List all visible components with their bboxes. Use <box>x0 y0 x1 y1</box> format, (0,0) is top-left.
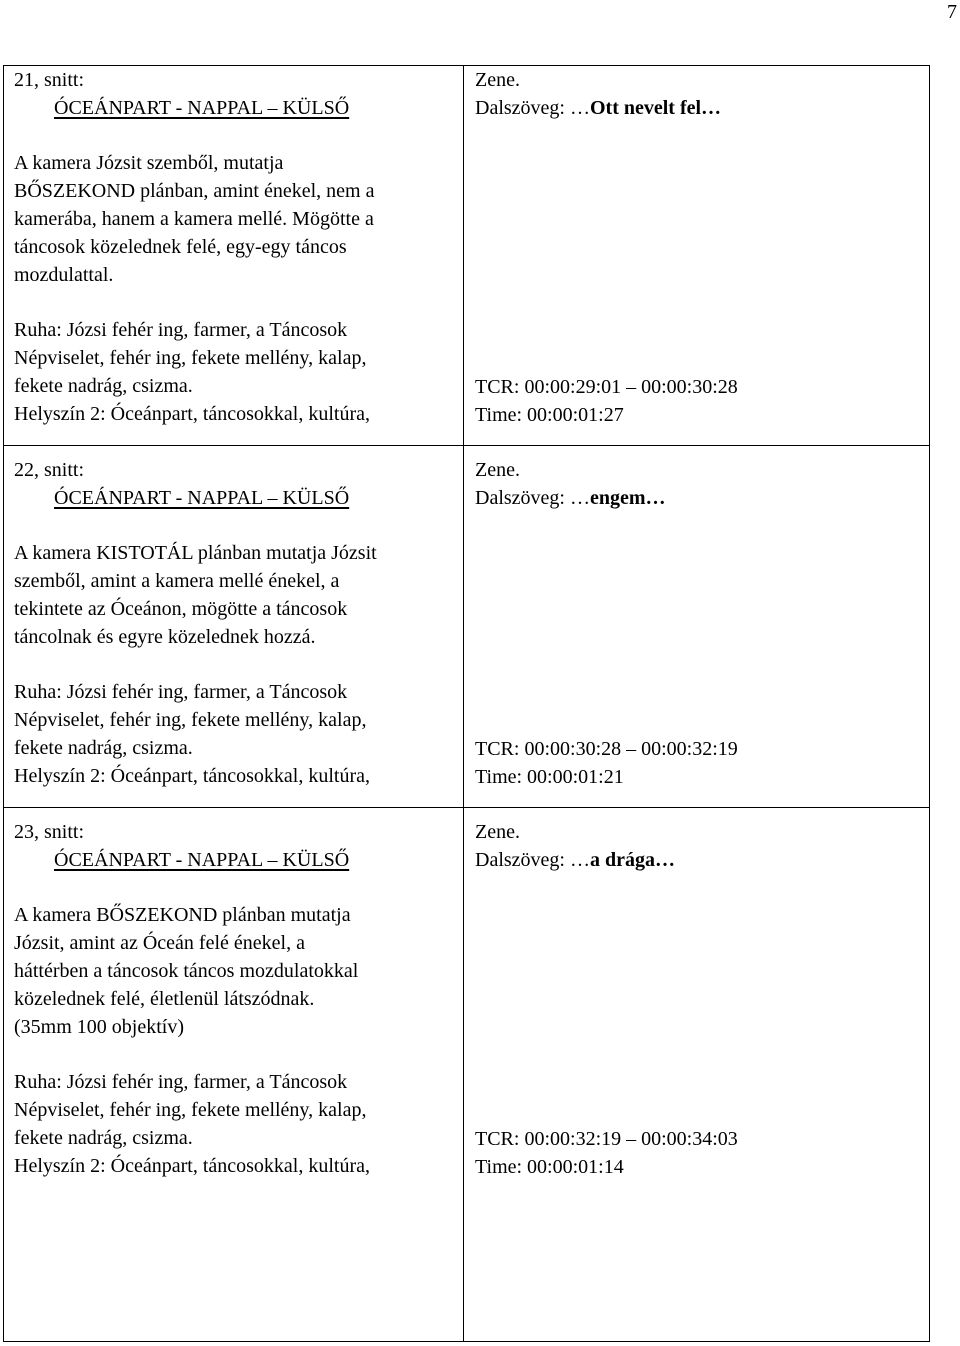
costume-line: fekete nadrág, csizma. <box>14 375 193 397</box>
duration: Time: 00:00:01:21 <box>475 766 624 788</box>
scene-description-cell <box>4 66 464 446</box>
description-line: A kamera BŐSZEKOND plánban mutatja <box>14 904 351 926</box>
lyrics-text: Ott nevelt fel… <box>589 97 722 119</box>
duration: Time: 00:00:01:14 <box>475 1156 624 1178</box>
costume-line: Népviselet, fehér ing, fekete mellény, kalap, <box>14 347 367 369</box>
lyrics-line <box>475 484 929 512</box>
description-line: tekintete az Óceánon, mögötte a táncosok <box>14 598 348 620</box>
snitt-number: 21, snitt: <box>14 69 85 91</box>
costume-line: Népviselet, fehér ing, fekete mellény, kalap, <box>14 709 367 731</box>
description-line: táncolnak és egyre közelednek hozzá. <box>14 626 316 648</box>
lyrics-line <box>475 94 929 122</box>
description-line: mozdulattal. <box>14 264 114 286</box>
table-row <box>4 808 930 1342</box>
costume-line: Népviselet, fehér ing, fekete mellény, kalap, <box>14 1099 367 1121</box>
table-row <box>4 446 930 808</box>
lyrics-prefix: Dalszöveg: … <box>475 97 590 119</box>
table-row <box>4 66 930 446</box>
lyrics-prefix: Dalszöveg: … <box>475 849 590 871</box>
snitt-number: 22, snitt: <box>14 459 85 481</box>
snitt-number: 23, snitt: <box>14 821 85 843</box>
costume-line: Ruha: Józsi fehér ing, farmer, a Táncosok <box>14 319 348 341</box>
audio-cell <box>464 66 930 446</box>
description-line: Józsit, amint az Óceán felé énekel, a <box>14 932 305 954</box>
audio-cell <box>464 808 930 1342</box>
tcr-range: TCR: 00:00:30:28 – 00:00:32:19 <box>475 738 738 760</box>
script-table <box>3 65 930 1342</box>
music-label: Zene. <box>475 69 520 91</box>
description-line: táncosok közelednek felé, egy-egy táncos <box>14 236 347 258</box>
description-line: (35mm 100 objektív) <box>14 1016 184 1038</box>
audio-cell <box>464 446 930 808</box>
lyrics-text: a drága… <box>589 849 675 871</box>
duration: Time: 00:00:01:27 <box>475 404 624 426</box>
page-number: 7 <box>947 1 957 23</box>
description-line: kamerába, hanem a kamera mellé. Mögötte a <box>14 208 374 230</box>
description-line: közelednek felé, életlenül látszódnak. <box>14 988 315 1010</box>
costume-line: Ruha: Józsi fehér ing, farmer, a Táncosok <box>14 1071 348 1093</box>
description-line: A kamera KISTOTÁL plánban mutatja Józsit <box>14 542 377 564</box>
description-line: szemből, amint a kamera mellé énekel, a <box>14 570 340 592</box>
scene-description-cell <box>4 446 464 808</box>
location-line: Helyszín 2: Óceánpart, táncosokkal, kultúra, <box>14 403 370 425</box>
description-line: BŐSZEKOND plánban, amint énekel, nem a <box>14 180 375 202</box>
scene-heading: ÓCEÁNPART - NAPPAL – KÜLSŐ <box>54 487 350 509</box>
lyrics-text: engem… <box>589 487 666 509</box>
costume-line: Ruha: Józsi fehér ing, farmer, a Táncosok <box>14 681 348 703</box>
description-line: A kamera Józsit szemből, mutatja <box>14 152 284 174</box>
music-label: Zene. <box>475 821 520 843</box>
music-label: Zene. <box>475 459 520 481</box>
scene-heading: ÓCEÁNPART - NAPPAL – KÜLSŐ <box>54 849 350 871</box>
scene-heading: ÓCEÁNPART - NAPPAL – KÜLSŐ <box>54 97 350 119</box>
lyrics-prefix: Dalszöveg: … <box>475 487 590 509</box>
tcr-range: TCR: 00:00:29:01 – 00:00:30:28 <box>475 376 738 398</box>
costume-line: fekete nadrág, csizma. <box>14 737 193 759</box>
lyrics-line <box>475 846 929 874</box>
location-line: Helyszín 2: Óceánpart, táncosokkal, kultúra, <box>14 1155 370 1177</box>
location-line: Helyszín 2: Óceánpart, táncosokkal, kultúra, <box>14 765 370 787</box>
costume-line: fekete nadrág, csizma. <box>14 1127 193 1149</box>
scene-description-cell <box>4 808 464 1342</box>
description-line: háttérben a táncosok táncos mozdulatokkal <box>14 960 359 982</box>
tcr-range: TCR: 00:00:32:19 – 00:00:34:03 <box>475 1128 738 1150</box>
